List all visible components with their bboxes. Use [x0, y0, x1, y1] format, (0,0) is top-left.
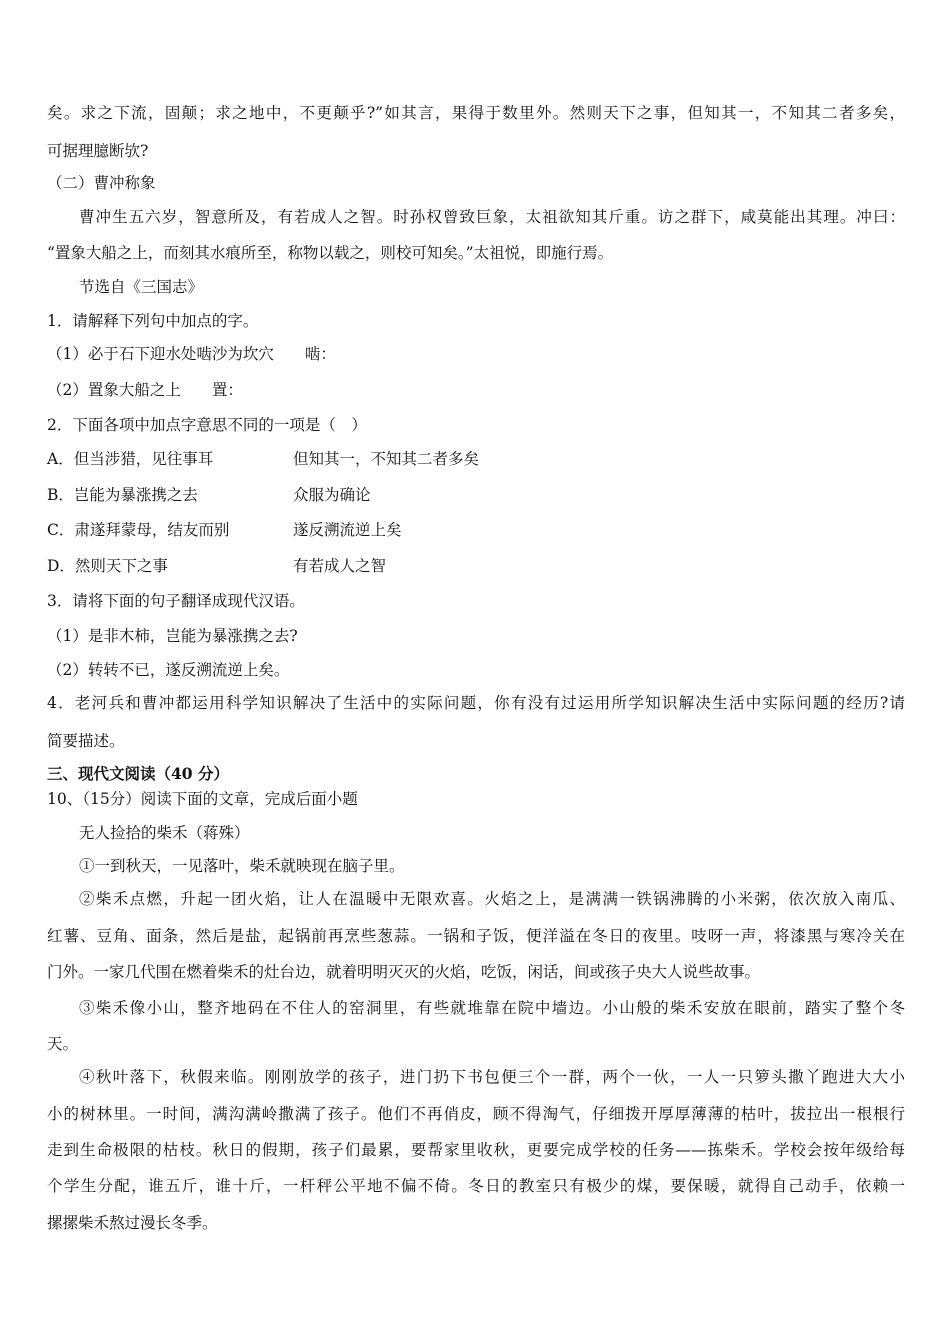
q2-option-a-right: 但知其一，不知其二者多矣: [293, 450, 480, 468]
passage2-source: 节选自《三国志》: [79, 278, 204, 296]
passage1-line2: 可据理臆断欤?: [47, 142, 149, 160]
article-p3-line1: ③柴禾像小山，整齐地码在不住人的窑洞里，有些就堆靠在院中墙边。小山般的柴禾安放在眼前，踏实了整个冬: [79, 999, 905, 1017]
passage1-line1: 矣。求之下流，固颠；求之地中，不更颠乎?”如其言，果得于数里外。然则天下之事，但知其一，不知其二者多矣，: [47, 104, 905, 122]
article-p4-line1: ④秋叶落下，秋假来临。刚刚放学的孩子，进门扔下书包便三个一群，两个一伙，一人一只箩头撒丫跑进大大小: [79, 1068, 905, 1086]
q4-line1: 4．老河兵和曹冲都运用科学知识解决了生活中的实际问题，你有没有过运用所学知识解决生活中实际问题的经历?请: [47, 694, 905, 712]
q2-option-b: [47, 485, 371, 505]
section3-heading: 三、现代文阅读（40 分）: [47, 764, 229, 783]
q2-option-c-left: C．肃遂拜蒙母，结友而别: [47, 521, 230, 539]
passage2-line1: 曹冲生五六岁，智意所及，有若成人之智。时孙权曾致巨象，太祖欲知其斤重。访之群下，咸莫能出其理。冲曰：: [79, 208, 905, 226]
q1-item2: （2）置象大船之上 置：: [47, 381, 243, 399]
article-p2-line1: ②柴禾点燃，升起一团火焰，让人在温暖中无限欢喜。火焰之上，是满满一铁锅沸腾的小米粥，依次放入南瓜、: [79, 890, 905, 908]
article-p4-line2: 小的树林里。一时间，满沟满岭撒满了孩子。他们不再俏皮，顾不得淘气，仔细拨开厚厚薄薄的枯叶，拔拉出一根根行: [47, 1105, 905, 1123]
article-p4-line4: 个学生分配，谁五斤，谁十斤，一杆秤公平地不偏不倚。冬日的教室只有极少的煤，要保暖，就得自己动手，依赖一: [47, 1177, 905, 1195]
article-p1: ①一到秋天，一见落叶，柴禾就映现在脑子里。: [79, 857, 405, 875]
q2-option-a-left: A．但当涉猎，见往事耳: [47, 450, 214, 468]
q2-option-d-right: 有若成人之智: [293, 557, 387, 575]
article-p2-line3: 门外。一家几代围在燃着柴禾的灶台边，就着明明灭灭的火焰，吃饭，闲话，间或孩子央大人说些故事。: [47, 963, 761, 981]
q2-option-b-right: 众服为确论: [293, 486, 371, 504]
q1-stem: 1．请解释下列句中加点的字。: [47, 312, 259, 330]
q2-option-c: [47, 520, 402, 540]
q2-stem: 2．下面各项中加点字意思不同的一项是（ ）: [47, 416, 367, 434]
article-p2-line2: 红薯、豆角、面条，然后是盐，起锅前再烹些葱蒜。一锅和子饭，便洋溢在冬日的夜里。吱呀一声，将漆黑与寒冷关在: [47, 927, 905, 945]
article-p3-line2: 天。: [47, 1035, 79, 1053]
q2-option-d-left: D．然则天下之事: [47, 557, 168, 575]
q1-item1: （1）必于石下迎水处啮沙为坎穴 啮：: [47, 345, 336, 363]
q2-option-d: [47, 556, 386, 576]
passage2-line2: “置象大船之上，而刻其水痕所至，称物以载之，则校可知矣。”太祖悦，即施行焉。: [47, 244, 614, 262]
q10-instruction: 10、（15分）阅读下面的文章，完成后面小题: [47, 790, 358, 808]
q2-option-a: [47, 449, 479, 469]
q2-option-b-left: B．岂能为暴涨携之去: [47, 486, 198, 504]
q4-line2: 简要描述。: [47, 732, 125, 750]
q3-stem: 3．请将下面的句子翻译成现代汉语。: [47, 592, 305, 610]
q2-option-c-right: 遂反溯流逆上矣: [293, 521, 402, 539]
q3-item1: （1）是非木柿，岂能为暴涨携之去?: [47, 627, 298, 645]
article-p4-line5: 摞摞柴禾熬过漫长冬季。: [47, 1214, 218, 1232]
q3-item2: （2）转转不已，遂反溯流逆上矣。: [47, 661, 290, 679]
article-title: 无人捡拾的柴禾（蒋殊）: [79, 824, 250, 842]
passage2-heading: （二）曹冲称象: [47, 174, 156, 192]
article-p4-line3: 走到生命极限的枯枝。秋日的假期，孩子们最累，要帮家里收秋，更要完成学校的任务——拣柴禾。学校会按年级给每: [47, 1141, 905, 1159]
